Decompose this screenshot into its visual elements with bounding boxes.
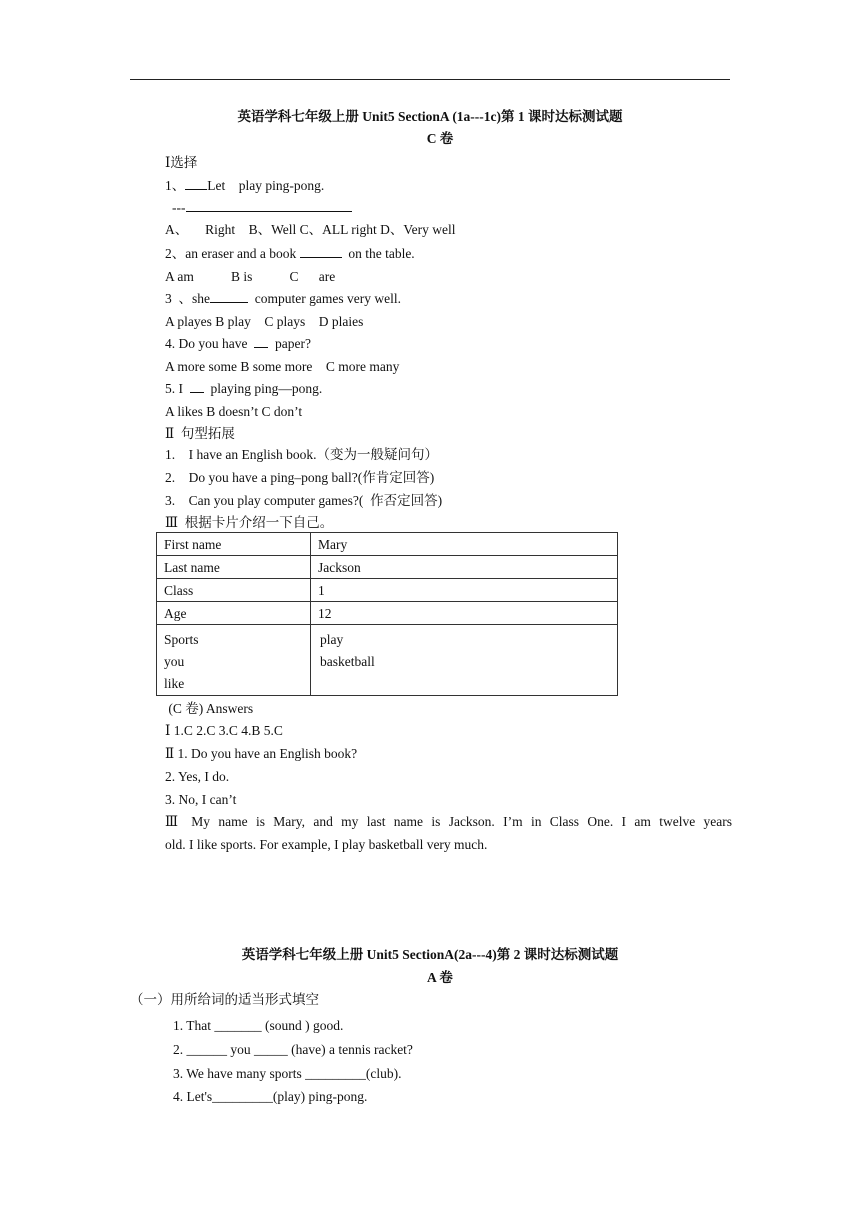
sports-label-line-2: you <box>164 654 185 669</box>
question-5 <box>165 380 322 397</box>
fill-in-4: 4. Let's_________(play) ping-pong. <box>173 1089 368 1104</box>
answers-heading: (C 卷) Answers <box>165 701 254 716</box>
table-row <box>157 625 618 696</box>
last-name-label: Last name <box>157 556 311 579</box>
question-3-options: A playes B play C plays D plaies <box>165 314 364 329</box>
q5-text-start: 5. I <box>165 381 190 396</box>
section2-subtitle: A 卷 <box>427 970 453 985</box>
profile-card-table <box>156 532 618 696</box>
answers-part-2-line-2: 2. Yes, I do. <box>165 769 230 784</box>
q3-text-end: computer games very well. <box>248 291 401 306</box>
answers-part-2-line-3: 3. No, I can’t <box>165 792 237 807</box>
sports-label-line-3: like <box>164 676 185 691</box>
answer-blank <box>300 245 342 258</box>
age-label: Age <box>157 602 311 625</box>
table-row <box>157 579 618 602</box>
question-5-options: A likes B doesn’t C don’t <box>165 404 303 419</box>
answer-blank <box>254 335 268 348</box>
part3-heading: Ⅲ 根据卡片介绍一下自己。 <box>165 515 334 530</box>
table-row <box>157 602 618 625</box>
table-row <box>157 533 618 556</box>
section2-heading: （一）用所给词的适当形式填空 <box>130 992 319 1007</box>
q4-text-end: paper? <box>268 336 311 351</box>
first-name-label: First name <box>157 533 311 556</box>
age-value: 12 <box>311 602 618 625</box>
question-4 <box>165 335 311 352</box>
fill-in-1: 1. That _______ (sound ) good. <box>173 1018 344 1033</box>
sports-value-line-2: basketball <box>320 654 375 669</box>
section2-title: 英语学科七年级上册 Unit5 SectionA(2a---4)第 2 课时达标测试题 <box>241 947 619 962</box>
question-1-response <box>172 199 352 216</box>
fill-in-3: 3. We have many sports _________(club). <box>173 1066 402 1081</box>
part2-question-1: 1. I have an English book.（变为一般疑问句） <box>165 447 438 462</box>
answer-blank <box>185 177 207 190</box>
table-row <box>157 556 618 579</box>
answers-part-2-line-1: Ⅱ 1. Do you have an English book? <box>165 746 358 761</box>
q1-text: Let play ping-pong. <box>207 178 325 193</box>
answer-blank <box>186 199 352 212</box>
question-1-options: A、 Right B、Well C、ALL right D、Very well <box>165 222 456 237</box>
q1-dash: --- <box>172 200 186 215</box>
question-4-options: A more some B some more C more many <box>165 359 400 374</box>
answer-blank <box>190 380 204 393</box>
sports-label-line-1: Sports <box>164 632 199 647</box>
sports-value <box>311 625 618 696</box>
part2-question-2: 2. Do you have a ping–pong ball?(作肯定回答) <box>165 470 435 485</box>
question-3 <box>165 290 401 307</box>
answers-part-1: Ⅰ 1.C 2.C 3.C 4.B 5.C <box>165 723 283 738</box>
class-label: Class <box>157 579 311 602</box>
part2-question-3: 3. Can you play computer games?( 作否定回答) <box>165 493 443 508</box>
q2-text-start: 2、an eraser and a book <box>165 246 300 261</box>
first-name-value: Mary <box>311 533 618 556</box>
question-1 <box>165 177 324 194</box>
question-2 <box>165 245 415 262</box>
answer-blank <box>210 290 248 303</box>
q1-prefix: 1、 <box>165 178 186 193</box>
class-value: 1 <box>311 579 618 602</box>
q3-text-start: 3 、she <box>165 291 210 306</box>
sports-label <box>157 625 311 696</box>
answers-part-3-line-2: old. I like sports. For example, I play basketball very much. <box>165 837 488 852</box>
sports-value-line-1: play <box>320 632 344 647</box>
q4-text-start: 4. Do you have <box>165 336 255 351</box>
q2-text-end: on the table. <box>341 246 415 261</box>
q5-text-end: playing ping—pong. <box>203 381 323 396</box>
section1-subtitle: C 卷 <box>426 131 454 146</box>
header-rule <box>130 79 730 80</box>
question-2-options: A am B is C are <box>165 269 336 284</box>
fill-in-2: 2. ______ you _____ (have) a tennis racket? <box>173 1042 413 1057</box>
part2-heading: Ⅱ 句型拓展 <box>165 426 235 441</box>
last-name-value: Jackson <box>311 556 618 579</box>
section1-title: 英语学科七年级上册 Unit5 SectionA (1a---1c)第 1 课时达标测试题 <box>237 109 623 124</box>
part1-heading: Ⅰ选择 <box>165 155 198 170</box>
answers-part-3-line-1: Ⅲ My name is Mary, and my last name is Jackson. I’m in Class One. I am twelve years <box>165 814 732 829</box>
